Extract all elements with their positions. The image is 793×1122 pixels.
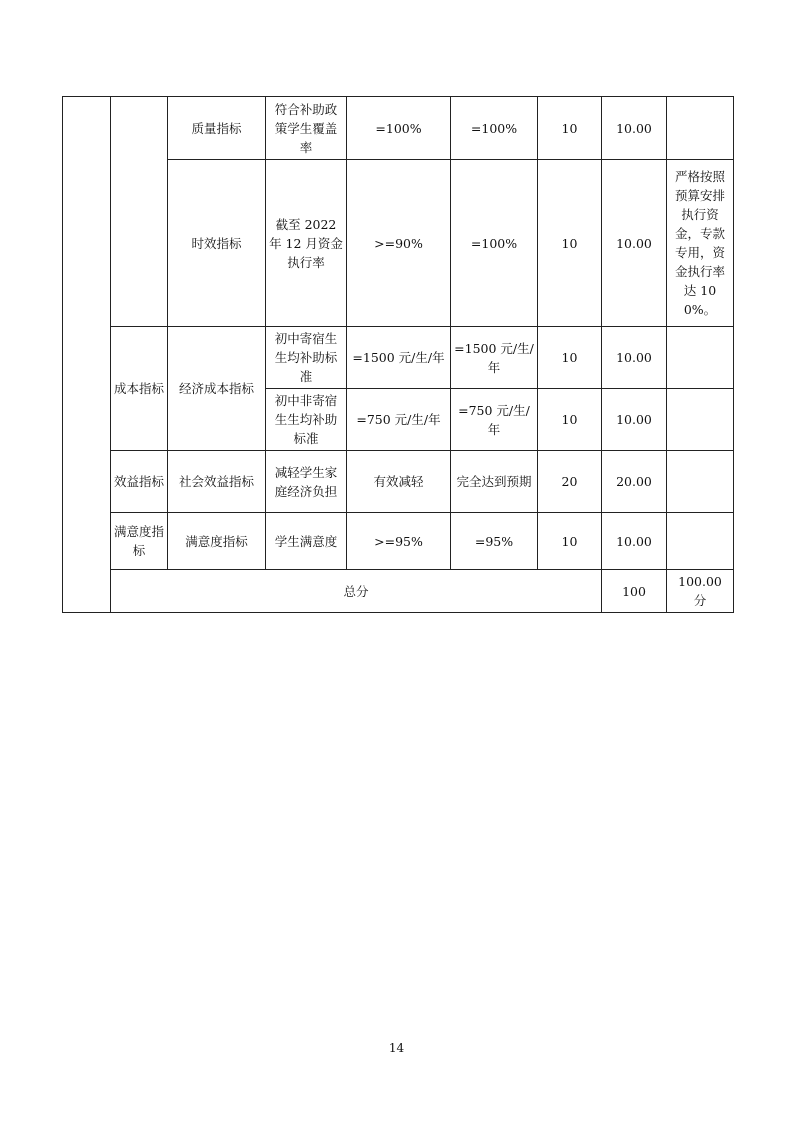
score-cell: 10.00 <box>602 513 667 570</box>
performance-table <box>62 96 734 613</box>
level2-cell <box>111 97 168 327</box>
note-cell <box>667 513 734 570</box>
weight-cell: 10 <box>538 513 602 570</box>
score-cell: 10.00 <box>602 389 667 451</box>
target-cell: 有效减轻 <box>347 451 451 513</box>
note-cell <box>667 451 734 513</box>
note-cell: 严格按照预算安排执行资金，专款专用，资金执行率达 100%。 <box>667 160 734 327</box>
note-cell <box>667 97 734 160</box>
level3-cell: 社会效益指标 <box>168 451 266 513</box>
table-row <box>63 451 734 513</box>
level2-cell: 效益指标 <box>111 451 168 513</box>
indicator-cell: 截至 2022 年 12 月资金执行率 <box>266 160 347 327</box>
table-row <box>63 327 734 389</box>
target-cell: =100% <box>347 97 451 160</box>
weight-cell: 10 <box>538 327 602 389</box>
indicator-cell: 学生满意度 <box>266 513 347 570</box>
level3-cell: 经济成本指标 <box>168 327 266 451</box>
actual-cell: =100% <box>451 160 538 327</box>
actual-cell: =750 元/生/年 <box>451 389 538 451</box>
level2-cell: 成本指标 <box>111 327 168 451</box>
total-label: 总分 <box>111 570 602 613</box>
table-row <box>63 513 734 570</box>
level3-cell: 满意度指标 <box>168 513 266 570</box>
total-weight: 100 <box>602 570 667 613</box>
note-cell <box>667 389 734 451</box>
actual-cell: =95% <box>451 513 538 570</box>
note-cell <box>667 327 734 389</box>
score-cell: 10.00 <box>602 327 667 389</box>
weight-cell: 10 <box>538 97 602 160</box>
actual-cell: 完全达到预期 <box>451 451 538 513</box>
target-cell: >=95% <box>347 513 451 570</box>
indicator-cell: 初中非寄宿生生均补助标准 <box>266 389 347 451</box>
total-score: 100.00 分 <box>667 570 734 613</box>
level3-cell: 时效指标 <box>168 160 266 327</box>
target-cell: =1500 元/生/年 <box>347 327 451 389</box>
level1-cell <box>63 97 111 613</box>
weight-cell: 10 <box>538 160 602 327</box>
indicator-cell: 减轻学生家庭经济负担 <box>266 451 347 513</box>
table-row <box>63 97 734 160</box>
score-cell: 10.00 <box>602 160 667 327</box>
level3-cell: 质量指标 <box>168 97 266 160</box>
weight-cell: 20 <box>538 451 602 513</box>
target-cell: =750 元/生/年 <box>347 389 451 451</box>
indicator-cell: 符合补助政策学生覆盖率 <box>266 97 347 160</box>
level2-cell: 满意度指标 <box>111 513 168 570</box>
indicator-cell: 初中寄宿生生均补助标准 <box>266 327 347 389</box>
total-row <box>63 570 734 613</box>
actual-cell: =1500 元/生/年 <box>451 327 538 389</box>
score-cell: 10.00 <box>602 97 667 160</box>
weight-cell: 10 <box>538 389 602 451</box>
score-cell: 20.00 <box>602 451 667 513</box>
target-cell: >=90% <box>347 160 451 327</box>
page-number: 14 <box>388 1041 405 1055</box>
actual-cell: =100% <box>451 97 538 160</box>
